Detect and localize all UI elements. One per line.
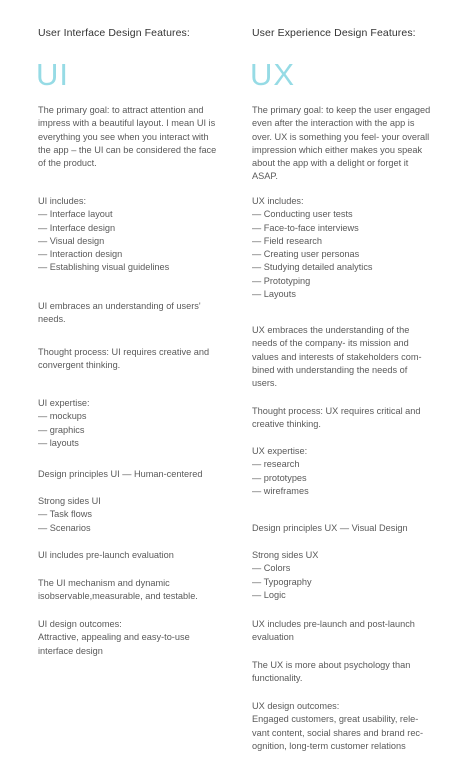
ux-text-line: Thought process: UX requires critical and <box>252 406 421 416</box>
ux-text-line: The primary goal: to keep the user engaged <box>252 105 431 115</box>
ui-text-line: — Interaction design <box>38 249 123 260</box>
ux-text-line: needs of the company- its mission and <box>252 338 409 349</box>
ui-text-line: impress with a beautiful layout. I mean UI is <box>38 118 216 129</box>
ux-text-block <box>252 405 457 432</box>
ui-text-line: UI includes pre-launch evaluation <box>38 550 174 560</box>
ux-text-line: — Field research <box>252 235 322 246</box>
ux-text-block <box>252 618 457 645</box>
ui-text-line: — Task flows <box>38 509 92 520</box>
ux-text-line: — Typography <box>252 576 312 587</box>
ui-text-line: the app – the UI can be considered the face <box>38 144 217 155</box>
ux-text-line: — wireframes <box>252 485 309 496</box>
ux-text-line: over. UX is something you feel- your overall <box>252 131 430 142</box>
ux-text-block <box>252 445 457 498</box>
ui-text-line: — Interface design <box>38 222 116 233</box>
ui-text-line: UI design outcomes: <box>38 619 122 629</box>
ux-text-block <box>252 324 457 390</box>
ui-text-line: interface design <box>38 645 103 656</box>
ui-text-block <box>38 549 238 562</box>
ui-text-block <box>38 104 238 170</box>
ui-text-line: UI embraces an understanding of users' <box>38 301 201 311</box>
ux-text-line: Design principles UX — Visual Design <box>252 523 408 533</box>
ux-text-line: — Layouts <box>252 289 296 300</box>
ux-text-block <box>252 549 457 602</box>
ux-text-line: ASAP. <box>252 171 278 182</box>
ux-text-line: — Creating user personas <box>252 249 360 260</box>
ui-text-line: The UI mechanism and dynamic <box>38 578 170 588</box>
ui-text-line: Design principles UI — Human-centered <box>38 469 203 479</box>
ux-column-title: User Experience Design Features: <box>252 27 416 39</box>
ux-text-line: — Colors <box>252 563 291 574</box>
ux-text-line: bined with understanding the needs of <box>252 364 408 375</box>
ux-text-line: — Studying detailed analytics <box>252 262 373 273</box>
ux-text-line: evaluation <box>252 632 294 643</box>
ux-text-line: creative thinking. <box>252 419 321 430</box>
ui-text-block <box>38 468 238 481</box>
ux-text-block <box>252 104 457 184</box>
ux-text-line: — Face-to-face interviews <box>252 222 359 233</box>
ux-text-line: — Prototyping <box>252 275 311 286</box>
ux-text-line: UX embraces the understanding of the <box>252 325 410 335</box>
ui-text-block <box>38 195 238 275</box>
ui-text-block <box>38 577 238 604</box>
ui-big-heading: UI <box>36 57 69 92</box>
ui-text-line: isobservable,measurable, and testable. <box>38 591 198 602</box>
ux-text-line: — prototypes <box>252 472 307 483</box>
ux-text-line: UX includes pre-launch and post-launch <box>252 619 415 629</box>
ui-text-line: Thought process: UI requires creative and <box>38 347 210 357</box>
ux-text-line: functionality. <box>252 673 303 684</box>
ux-text-line: The UX is more about psychology than <box>252 660 411 670</box>
ui-text-line: — Visual design <box>38 235 105 246</box>
ux-text-line: about the app with a delight or forget it <box>252 158 409 169</box>
ui-text-line: — Scenarios <box>38 522 91 533</box>
ux-text-line: UX includes: <box>252 196 304 206</box>
ux-text-line: impression which either makes you speak <box>252 144 423 155</box>
ux-text-block <box>252 522 457 535</box>
ux-text-line: — Logic <box>252 589 286 600</box>
ui-text-line: — Establishing visual guidelines <box>38 262 170 273</box>
ui-text-line: of the product. <box>38 158 97 169</box>
ui-text-line: Strong sides UI <box>38 496 101 506</box>
ui-text-line: UI expertise: <box>38 398 90 408</box>
ux-text-line: Engaged customers, great usability, rele- <box>252 714 419 725</box>
ux-text-line: ognition, long-term customer relations <box>252 740 406 751</box>
ux-text-line: Strong sides UX <box>252 550 319 560</box>
ux-text-line: even after the interaction with the app is <box>252 118 415 129</box>
ui-text-line: The primary goal: to attract attention and <box>38 105 204 115</box>
ux-text-block <box>252 700 457 753</box>
ux-text-block <box>252 195 457 301</box>
ui-column-title: User Interface Design Features: <box>38 27 190 39</box>
ui-text-line: convergent thinking. <box>38 360 121 371</box>
ui-text-block <box>38 397 238 450</box>
ui-text-line: everything you see when you interact with <box>38 131 209 142</box>
ux-text-line: — research <box>252 459 300 470</box>
ui-text-line: — Interface layout <box>38 209 113 220</box>
ui-text-line: — mockups <box>38 411 87 422</box>
ui-text-block <box>38 300 238 327</box>
ux-big-heading: UX <box>250 57 296 92</box>
ui-text-block <box>38 495 238 535</box>
ui-text-block <box>38 346 238 373</box>
ui-text-line: — layouts <box>38 437 79 448</box>
ux-text-block <box>252 659 457 686</box>
ux-text-line: UX expertise: <box>252 446 308 456</box>
ux-text-line: — Conducting user tests <box>252 209 353 220</box>
ui-text-line: Attractive, appealing and easy-to-use <box>38 632 190 643</box>
ui-text-line: — graphics <box>38 424 85 435</box>
ux-text-line: values and interests of stakeholders com- <box>252 351 422 362</box>
ui-text-line: UI includes: <box>38 196 87 206</box>
ux-text-line: users. <box>252 378 278 389</box>
ui-text-block <box>38 618 238 658</box>
ux-text-line: vant content, social shares and brand rec- <box>252 727 424 738</box>
ui-text-line: needs. <box>38 314 66 325</box>
ux-text-line: UX design outcomes: <box>252 701 340 711</box>
